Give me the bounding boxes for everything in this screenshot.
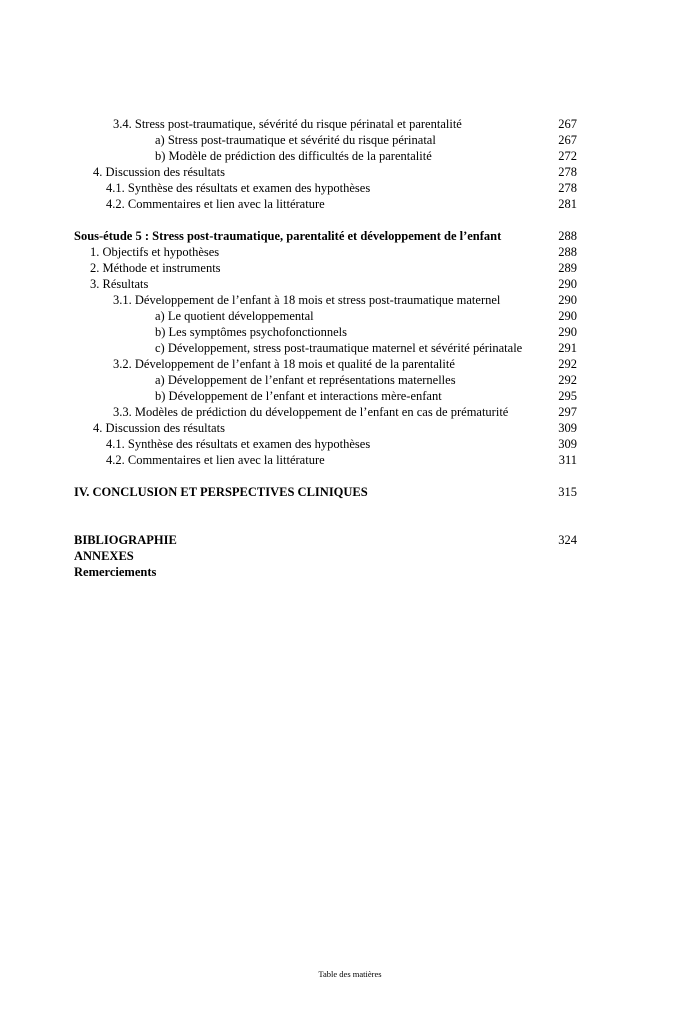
toc-entry-page: 295 (558, 389, 577, 403)
toc-entry-sous-etude-5[interactable] (0, 228, 700, 244)
toc-entry-4[interactable] (0, 164, 700, 180)
toc-entry-conclusion[interactable] (0, 484, 700, 500)
toc-entry-page: 324 (558, 533, 577, 547)
toc-entry-4-1[interactable] (0, 180, 700, 196)
toc-entry-label: 3.4. Stress post-traumatique, sévérité du risque périnatal et parentalité (113, 117, 462, 131)
toc-entry-page: 292 (558, 373, 577, 387)
toc-entry-label: 2. Méthode et instruments (90, 261, 221, 275)
page-footer: Table des matières (318, 969, 382, 979)
toc-entry-page: 267 (558, 133, 577, 147)
toc-entry-page: 309 (558, 421, 577, 435)
toc-entry-label: 4.2. Commentaires et lien avec la littérature (106, 453, 325, 467)
toc-entry-label: Sous-étude 5 : Stress post-traumatique, parentalité et développement de l’enfant (74, 229, 502, 243)
toc-entry-label: 3. Résultats (90, 277, 149, 291)
toc-entry-page: 290 (558, 325, 577, 339)
toc-entry-annexes[interactable] (0, 548, 700, 564)
toc-entry-3-2-a[interactable] (0, 372, 700, 388)
toc-entry-label: b) Modèle de prédiction des difficultés de la parentalité (155, 149, 432, 163)
toc-entry-4-2-commentaires[interactable] (0, 452, 700, 468)
toc-entry-3-1-b[interactable] (0, 324, 700, 340)
toc-entry-4-discussion[interactable] (0, 420, 700, 436)
toc-entry-page: 278 (558, 181, 577, 195)
toc-entry-label: 4. Discussion des résultats (93, 421, 225, 435)
toc-entry-label: a) Le quotient développemental (155, 309, 314, 323)
toc-entry-4-2[interactable] (0, 196, 700, 212)
toc-entry-label: 3.3. Modèles de prédiction du développement de l’enfant en cas de prématurité (113, 405, 509, 419)
toc-entry-2[interactable] (0, 260, 700, 276)
toc-entry-page: 267 (558, 117, 577, 131)
toc-entry-page: 289 (558, 261, 577, 275)
toc-entry-page: 288 (558, 245, 577, 259)
toc-entry-3-1-a[interactable] (0, 308, 700, 324)
toc-entry-label: a) Développement de l’enfant et représentations maternelles (155, 373, 456, 387)
toc-entry-remerciements[interactable] (0, 564, 700, 580)
toc-entry-page: 288 (558, 229, 577, 243)
toc-entry-3-1[interactable] (0, 292, 700, 308)
toc-entry-bibliographie[interactable] (0, 532, 700, 548)
toc-entry-label: c) Développement, stress post-traumatique maternel et sévérité périnatale (155, 341, 523, 355)
toc-entry-3-4-b[interactable] (0, 148, 700, 164)
toc-entry-label: 3.2. Développement de l’enfant à 18 mois et qualité de la parentalité (113, 357, 455, 371)
toc-entry-3-4-a[interactable] (0, 132, 700, 148)
toc-entry-page: 311 (558, 453, 577, 467)
toc-entry-page: 290 (558, 277, 577, 291)
toc-entry-label: b) Les symptômes psychofonctionnels (155, 325, 347, 339)
toc-entry-page: 281 (558, 197, 577, 211)
toc-entry-label: 3.1. Développement de l’enfant à 18 mois et stress post-traumatique maternel (113, 293, 501, 307)
toc-entry-label: ANNEXES (74, 549, 134, 563)
toc-entry-label: a) Stress post-traumatique et sévérité du risque périnatal (155, 133, 436, 147)
toc-entry-1[interactable] (0, 244, 700, 260)
toc-entry-label: 4. Discussion des résultats (93, 165, 225, 179)
toc-entry-label: BIBLIOGRAPHIE (74, 533, 177, 547)
toc-entry-page: 278 (558, 165, 577, 179)
toc-entry-3-2-b[interactable] (0, 388, 700, 404)
toc-entry-page: 290 (558, 309, 577, 323)
toc-entry-page: 290 (558, 293, 577, 307)
toc-entry-3-3[interactable] (0, 404, 700, 420)
toc-entry-page: 315 (558, 485, 577, 499)
toc-entry-label: 4.1. Synthèse des résultats et examen des hypothèses (106, 181, 371, 195)
toc-entry-page: 309 (558, 437, 577, 451)
toc-entry-3-2[interactable] (0, 356, 700, 372)
toc-entry-page: 297 (558, 405, 577, 419)
toc-entry-label: IV. CONCLUSION ET PERSPECTIVES CLINIQUES (74, 485, 368, 499)
toc-entry-page: 272 (558, 149, 577, 163)
toc-entry-page: 291 (558, 341, 577, 355)
toc-entry-3[interactable] (0, 276, 700, 292)
toc-entry-label: Remerciements (74, 565, 157, 579)
toc-entry-page: 292 (558, 357, 577, 371)
toc-entry-3-1-c[interactable] (0, 340, 700, 356)
toc-entry-label: 1. Objectifs et hypothèses (90, 245, 220, 259)
toc-entry-label: b) Développement de l’enfant et interactions mère-enfant (155, 389, 442, 403)
toc-entry-label: 4.1. Synthèse des résultats et examen des hypothèses (106, 437, 371, 451)
toc-entry-3-4[interactable] (0, 116, 700, 132)
toc-entry-label: 4.2. Commentaires et lien avec la littérature (106, 197, 325, 211)
toc-entry-4-1-synthese[interactable] (0, 436, 700, 452)
